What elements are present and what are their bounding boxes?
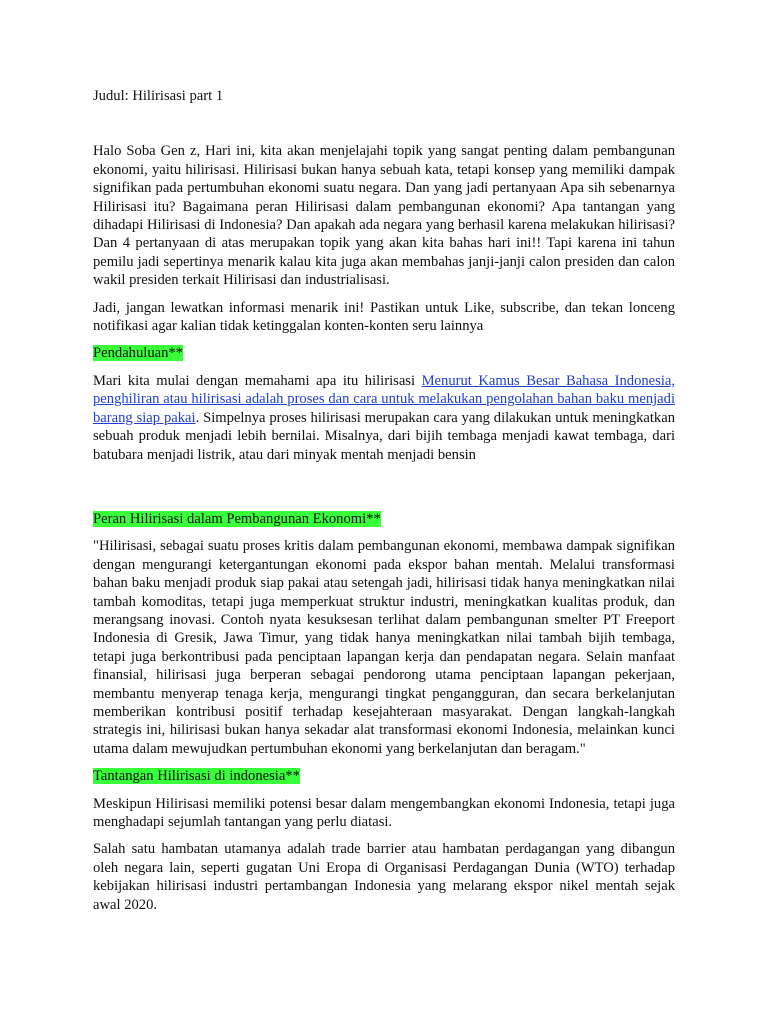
tantangan-paragraph-1: Meskipun Hilirisasi memiliki potensi besar dalam mengembangkan ekonomi Indonesia, tetapi juga menghadapi sejumlah tantangan yang perlu diatasi. — [93, 795, 675, 830]
pendahuluan-text-pre: Mari kita mulai dengan memahami apa itu hilirisasi — [93, 372, 422, 389]
section-heading-peran — [93, 510, 675, 528]
intro-paragraph-2: Jadi, jangan lewatkan informasi menarik ini! Pastikan untuk Like, subscribe, dan tekan lonceng notifikasi agar kalian tidak ketinggalan konten-konten seru lainnya — [93, 299, 675, 335]
pendahuluan-paragraph — [93, 372, 675, 464]
intro-paragraph-1: Halo Soba Gen z, Hari ini, kita akan menjelajahi topik yang sangat penting dalam pembangunan ekonomi, yaitu hilirisasi. Hilirisasi bukan hanya sebuah kata, tetapi konsep yang memiliki dampak signifikan pada pertumbuhan ekonomi suatu negara. Dan yang jadi pertanyaan Apa sih sebenarnya Hilirisasi itu? Bagaimana peran Hilirisasi dalam pembangunan ekonomi? Apa tantangan yang dihadapi Hilirisasi di Indonesia? Dan apakah ada negara yang berhasil karena melakukan hilirisasi? Dan 4 pertanyaan di atas merupakan topik yang akan kita bahas hari ini!! Tapi karena ini tahun pemilu jadi sepertinya menarik kalau kita juga akan membahas janji-janji calon presiden dan calon wakil presiden terkait Hilirisasi dan industrialisasi. — [93, 143, 675, 289]
tantangan-paragraph-2: Salah satu hambatan utamanya adalah trade barrier atau hambatan perdagangan yang dibangun oleh negara lain, seperti gugatan Uni Eropa di Organisasi Perdagangan Dunia (WTO) terhadap kebijakan hilirisasi industri pertambangan Indonesia yang melarang ekspor nikel mentah sejak awal 2020. — [93, 841, 675, 913]
peran-paragraph: "Hilirisasi, sebagai suatu proses kritis dalam pembangunan ekonomi, membawa dampak signifikan dengan mengurangi ketergantungan ekonomi pada ekspor bahan mentah. Melalui transformasi bahan baku menjadi produk siap pakai atau setengah jadi, hilirisasi tidak hanya meningkatkan nilai tambah komoditas, tetapi juga memperkuat struktur industri, meningkatkan kualitas produk, dan merangsang inovasi. Contoh nyata kesuksesan terlihat dalam pembangunan smelter PT Freeport Indonesia di Gresik, Jawa Timur, yang tidak hanya meningkatkan nilai tambah bijih tembaga, tetapi juga berkontribusi pada penciptaan lapangan kerja dan pendapatan negara. Selain manfaat finansial, hilirisasi juga berperan sebagai pendorong utama penciptaan lapangan pekerjaan, membantu menyerap tenaga kerja, mengurangi tingkat pengangguran, dan secara berkelanjutan memberikan kontribusi positif terhadap kesejahteraan masyarakat. Dengan langkah-langkah strategis ini, hilirisasi bukan hanya sekadar alat transformasi ekonomi Indonesia, melainkan kunci utama dalam mewujudkan pertumbuhan ekonomi yang berkelanjutan dan beragam." — [93, 538, 675, 757]
section-heading-tantangan — [93, 767, 675, 785]
highlighted-heading: Tantangan Hilirisasi di indonesia** — [93, 768, 300, 785]
document-title: Judul: Hilirisasi part 1 — [93, 88, 224, 104]
pendahuluan-text-post: . Simpelnya proses hilirisasi merupakan cara yang dilakukan untuk meningkatkan sebuah produk menjadi lebih bernilai. Misalnya, dari bijih tembaga menjadi kawat tembaga, dari batubara menjadi listrik, atau dari minyak mentah menjadi bensin — [93, 409, 675, 463]
highlighted-heading: Pendahuluan** — [93, 345, 183, 362]
kbbi-definition-link[interactable]: Menurut Kamus Besar Bahasa Indonesia, penghiliran atau hilirisasi adalah proses dan cara untuk melakukan pengolahan bahan baku menjadi barang siap pakai — [93, 372, 676, 426]
document-body — [93, 87, 675, 914]
highlighted-heading: Peran Hilirisasi dalam Pembangunan Ekonomi** — [93, 510, 381, 527]
section-heading-pendahuluan — [93, 344, 675, 362]
